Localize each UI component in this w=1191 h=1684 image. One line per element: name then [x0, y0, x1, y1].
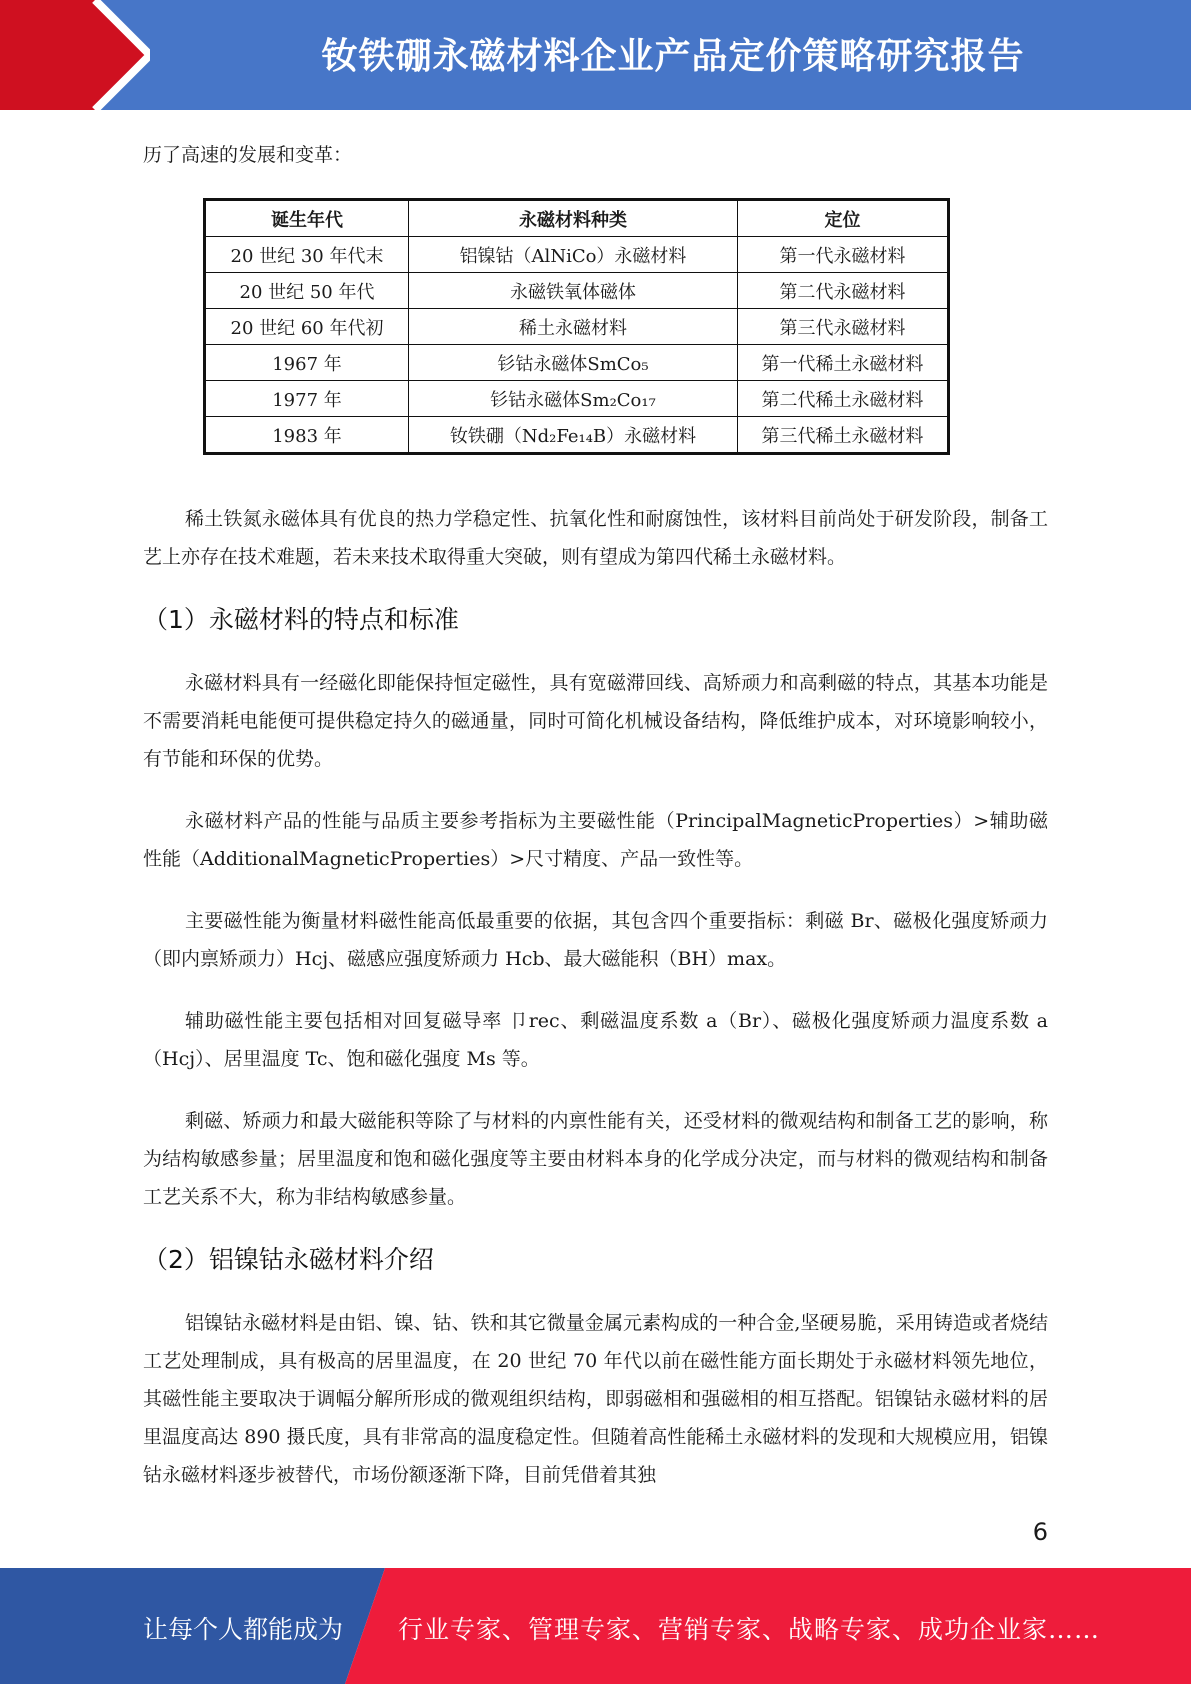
section-heading-2: （2）铝镍钴永磁材料介绍 — [143, 1245, 434, 1274]
paragraph-indicators: 永磁材料产品的性能与品质主要参考指标为主要磁性能（PrincipalMagneticProperties）>辅助磁性能（AdditionalMagneticProperties）>尺寸精度、产品一致性等。 — [143, 810, 1048, 870]
table-header-row — [205, 200, 949, 237]
table-row — [205, 237, 949, 273]
page-header — [0, 0, 1191, 110]
paragraph-aux-properties: 辅助磁性能主要包括相对回复磁导率 卩rec、剩磁温度系数 a（Br）、磁极化强度矫顽力温度系数 a（Hcj）、居里温度 Tc、饱和磁化强度 Ms 等。 — [143, 1010, 1048, 1070]
cell-era: 1977 年 — [205, 381, 409, 417]
table-row — [205, 417, 949, 454]
paragraph-alnico: 铝镍钴永磁材料是由铝、镍、钴、铁和其它微量金属元素构成的一种合金,坚硬易脆，采用铸造或者烧结工艺处理制成，具有极高的居里温度，在 20 世纪 70 年代以前在磁性能方面长期处于永磁材料领先地位，其磁性能主要取决于调幅分解所形成的微观组织结构，即弱磁相和强磁相的相互搭配。铝镍钴永磁材料的居里温度高达 890 摄氏度，具有非常高的温度稳定性。但随着高性能稀土永磁材料的发现和大规模应用，铝镍钴永磁材料逐步被替代，市场份额逐渐下降，目前凭借着其独 — [143, 1312, 1048, 1486]
section-heading-1: （1）永磁材料的特点和标准 — [143, 605, 459, 634]
paragraph-main-properties: 主要磁性能为衡量材料磁性能高低最重要的依据，其包含四个重要指标：剩磁 Br、磁极化强度矫顽力（即内禀矫顽力）Hcj、磁感应强度矫顽力 Hcb、最大磁能积（BH）max。 — [143, 910, 1048, 970]
cell-position: 第一代稀土永磁材料 — [738, 345, 949, 381]
table-row — [205, 273, 949, 309]
cell-position: 第二代稀土永磁材料 — [738, 381, 949, 417]
cell-position: 第三代稀土永磁材料 — [738, 417, 949, 454]
cell-material: 钕铁硼（Nd₂Fe₁₄B）永磁材料 — [409, 417, 738, 454]
paragraph-sensitivity: 剩磁、矫顽力和最大磁能积等除了与材料的内禀性能有关，还受材料的微观结构和制备工艺的影响，称为结构敏感参量；居里温度和饱和磁化强度等主要由材料本身的化学成分决定，而与材料的微观结构和制备工艺关系不大，称为非结构敏感参量。 — [143, 1110, 1048, 1208]
cell-position: 第三代永磁材料 — [738, 309, 949, 345]
header-chevron-decoration — [0, 0, 150, 110]
intro-line: 历了高速的发展和变革： — [143, 144, 353, 166]
table-row — [205, 381, 949, 417]
cell-material: 钐钴永磁体SmCo₅ — [409, 345, 738, 381]
col-header-position: 定位 — [738, 200, 949, 237]
footer-slogan-right: 行业专家、管理专家、营销专家、战略专家、成功企业家…… — [398, 1615, 1101, 1644]
cell-position: 第一代永磁材料 — [738, 237, 949, 273]
table-row — [205, 309, 949, 345]
table-row — [205, 345, 949, 381]
cell-era: 20 世纪 50 年代 — [205, 273, 409, 309]
magnet-history-table — [203, 198, 950, 455]
paragraph-rare-earth-nitride: 稀土铁氮永磁体具有优良的热力学稳定性、抗氧化性和耐腐蚀性，该材料目前尚处于研发阶段，制备工艺上亦存在技术难题，若未来技术取得重大突破，则有望成为第四代稀土永磁材料。 — [143, 508, 1048, 568]
page-number: 6 — [1032, 1518, 1048, 1546]
page-footer — [0, 1568, 1191, 1684]
cell-era: 20 世纪 60 年代初 — [205, 309, 409, 345]
paragraph-features: 永磁材料具有一经磁化即能保持恒定磁性，具有宽磁滞回线、高矫顽力和高剩磁的特点，其基本功能是不需要消耗电能便可提供稳定持久的磁通量，同时可简化机械设备结构，降低维护成本，对环境影响较小，有节能和环保的优势。 — [143, 672, 1048, 770]
cell-era: 20 世纪 30 年代末 — [205, 237, 409, 273]
cell-era: 1967 年 — [205, 345, 409, 381]
footer-slogan-left: 让每个人都能成为 — [143, 1615, 344, 1644]
cell-position: 第二代永磁材料 — [738, 273, 949, 309]
cell-material: 铝镍钴（AlNiCo）永磁材料 — [409, 237, 738, 273]
col-header-material: 永磁材料种类 — [409, 200, 738, 237]
col-header-era: 诞生年代 — [205, 200, 409, 237]
cell-material: 稀土永磁材料 — [409, 309, 738, 345]
cell-material: 永磁铁氧体磁体 — [409, 273, 738, 309]
cell-material: 钐钴永磁体Sm₂Co₁₇ — [409, 381, 738, 417]
report-title: 钕铁硼永磁材料企业产品定价策略研究报告 — [321, 36, 1025, 77]
cell-era: 1983 年 — [205, 417, 409, 454]
